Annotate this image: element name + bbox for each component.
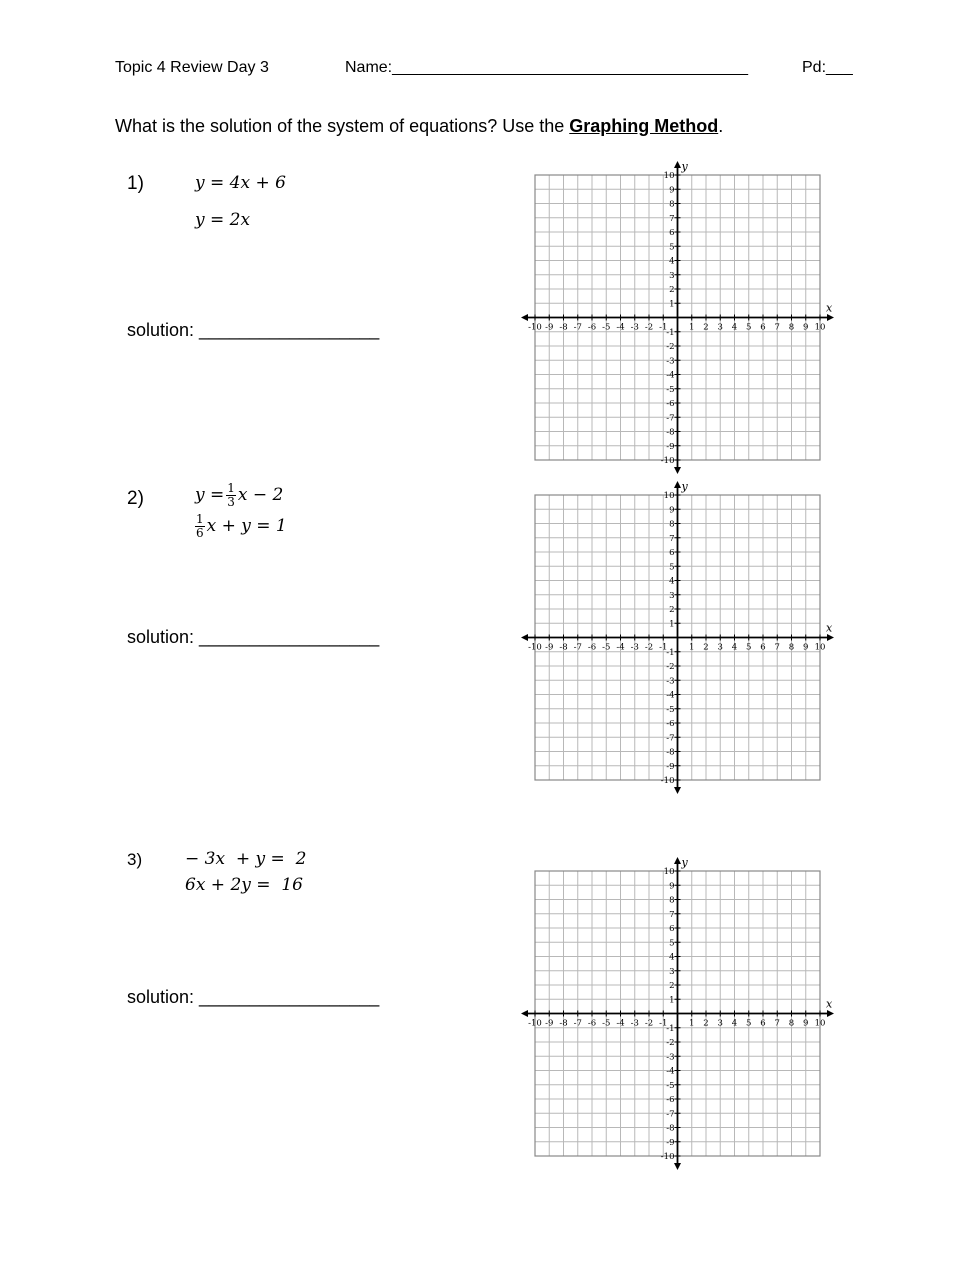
problem-2-equation-2: $\frac{1}{6}$ x + y = 1	[196, 512, 287, 540]
problem-1-equation-2: y = 2x	[195, 210, 251, 230]
x-axis-label: x	[826, 997, 833, 1011]
y-tick-label: -5	[666, 1080, 675, 1091]
axis-arrow	[521, 634, 528, 641]
x-tick-label: -9	[545, 642, 554, 653]
y-tick-label: 4	[669, 952, 675, 963]
problem-2-solution-field[interactable]: solution: __________________	[127, 627, 380, 647]
y-tick-label: 2	[669, 285, 675, 295]
x-tick-label: -4	[616, 322, 625, 333]
x-tick-label: -4	[616, 642, 625, 653]
y-tick-label: -10	[660, 456, 675, 466]
x-tick-label: -5	[602, 322, 611, 333]
axis-arrow	[674, 467, 681, 474]
y-tick-label: 3	[669, 590, 675, 601]
x-tick-label: -1	[659, 1018, 668, 1029]
y-tick-label: 10	[663, 867, 675, 877]
x-tick-label: -8	[559, 1018, 568, 1029]
x-tick-label: 2	[703, 322, 709, 333]
y-tick-label: 1	[669, 299, 675, 310]
y-tick-label: 5	[669, 242, 675, 253]
axis-arrow	[521, 1010, 528, 1017]
x-tick-label: 9	[803, 1018, 809, 1029]
y-tick-label: 8	[669, 895, 675, 906]
y-tick-label: 5	[669, 562, 675, 573]
y-tick-label: 8	[669, 199, 675, 210]
worksheet-topic: Topic 4 Review Day 3	[115, 59, 269, 76]
x-tick-label: 4	[731, 1018, 738, 1029]
x-tick-label: -6	[587, 642, 597, 653]
problem-3-equation-2: 6x + 2y = 16	[185, 875, 303, 895]
axis-arrow	[827, 634, 834, 641]
grid-border	[535, 871, 820, 1156]
y-tick-label: -10	[660, 1152, 675, 1162]
y-tick-label: -8	[666, 747, 675, 758]
x-tick-label: 5	[746, 322, 752, 333]
y-tick-label: 3	[669, 270, 675, 281]
y-axis-label: y	[681, 480, 688, 493]
x-tick-label: -8	[559, 642, 568, 653]
x-tick-label: 1	[689, 642, 695, 653]
axis-arrow	[674, 481, 681, 488]
x-tick-label: 6	[760, 642, 766, 653]
fraction: $\frac{1}{6}$	[196, 512, 204, 540]
x-tick-label: 1	[689, 1018, 695, 1029]
x-tick-label: 9	[803, 322, 809, 333]
x-tick-label: -8	[559, 322, 568, 333]
axis-arrow	[521, 314, 528, 321]
y-tick-label: -10	[660, 776, 675, 786]
y-tick-label: 6	[669, 924, 675, 934]
x-tick-label: -10	[528, 1018, 542, 1029]
x-tick-label: -3	[630, 642, 639, 653]
y-tick-label: 6	[669, 228, 675, 238]
x-tick-label: -2	[644, 642, 654, 653]
y-tick-label: -8	[666, 1123, 675, 1134]
name-field[interactable]: Name:________________________________________	[345, 59, 749, 76]
x-tick-label: 5	[746, 1018, 752, 1029]
x-tick-label: -1	[659, 642, 668, 653]
x-tick-label: -9	[545, 322, 554, 333]
x-tick-label: 2	[703, 642, 709, 653]
y-tick-label: 4	[669, 256, 675, 267]
axis-arrow	[674, 1163, 681, 1170]
x-tick-label: -1	[659, 322, 668, 333]
y-tick-label: -4	[666, 1066, 675, 1077]
y-tick-label: 5	[669, 938, 675, 949]
x-tick-label: 3	[717, 322, 723, 333]
x-tick-label: 10	[814, 642, 826, 653]
y-tick-label: -9	[666, 1137, 675, 1148]
y-tick-label: 9	[669, 185, 675, 196]
x-tick-label: 9	[803, 642, 809, 653]
y-tick-label: -7	[666, 1109, 675, 1120]
x-axis-label: x	[826, 301, 833, 315]
x-tick-label: -3	[630, 322, 639, 333]
x-tick-label: -10	[528, 322, 542, 333]
x-axis-label: x	[826, 621, 833, 635]
y-tick-label: -7	[666, 733, 675, 744]
y-tick-label: 2	[669, 981, 675, 991]
y-tick-label: -3	[666, 676, 675, 687]
y-axis-label: y	[681, 160, 688, 173]
x-tick-label: -7	[573, 642, 582, 653]
y-tick-label: -2	[666, 662, 675, 672]
instruction-method: Graphing Method	[569, 116, 719, 136]
y-tick-label: -9	[666, 441, 675, 452]
y-tick-label: -9	[666, 761, 675, 772]
problem-3-number: 3)	[127, 850, 143, 869]
problem-3-solution-field[interactable]: solution: __________________	[127, 987, 380, 1007]
x-tick-label: 8	[788, 642, 795, 653]
x-tick-label: 5	[746, 642, 752, 653]
problem-3-equation-1: − 3x + y = 2	[185, 849, 307, 869]
y-tick-label: -4	[666, 370, 675, 381]
x-tick-label: 2	[703, 1018, 709, 1029]
x-tick-label: 8	[788, 322, 795, 333]
problem-2-number: 2)	[127, 488, 144, 509]
x-tick-label: -5	[602, 642, 611, 653]
y-tick-label: -5	[666, 384, 675, 395]
y-tick-label: -6	[666, 1095, 675, 1105]
x-tick-label: 3	[717, 642, 723, 653]
y-tick-label: -2	[666, 1038, 675, 1048]
x-tick-label: 7	[774, 322, 780, 333]
x-tick-label: -7	[573, 1018, 582, 1029]
y-axis-label: y	[681, 856, 688, 869]
y-tick-label: -6	[666, 719, 675, 729]
y-tick-label: -4	[666, 690, 675, 701]
y-tick-label: 1	[669, 995, 675, 1006]
problem-1-equation-1: y = 4x + 6	[195, 173, 286, 193]
y-tick-label: -2	[666, 342, 675, 352]
x-tick-label: 7	[774, 1018, 780, 1029]
axis-arrow	[674, 161, 681, 168]
x-tick-label: 6	[760, 1018, 766, 1029]
y-tick-label: 2	[669, 605, 675, 615]
x-tick-label: 6	[760, 322, 766, 333]
y-tick-label: -3	[666, 356, 675, 367]
problem-1-solution-field[interactable]: solution: __________________	[127, 320, 380, 340]
x-tick-label: -3	[630, 1018, 639, 1029]
axis-arrow	[827, 1010, 834, 1017]
y-tick-label: -5	[666, 704, 675, 715]
fraction: $\frac{1}{3}$	[227, 481, 235, 509]
x-tick-label: -5	[602, 1018, 611, 1029]
x-tick-label: 4	[731, 642, 738, 653]
x-tick-label: 1	[689, 322, 695, 333]
grid-border	[535, 175, 820, 460]
y-tick-label: 10	[663, 491, 675, 501]
x-tick-label: -7	[573, 322, 582, 333]
y-tick-label: 7	[669, 213, 675, 224]
x-tick-label: -9	[545, 1018, 554, 1029]
x-tick-label: 10	[814, 322, 826, 333]
x-tick-label: 10	[814, 1018, 826, 1029]
problem-2-equation-1: y = $\frac{1}{3}$ x − 2	[195, 481, 284, 509]
period-field[interactable]: Pd:___	[802, 59, 853, 76]
y-tick-label: -1	[666, 327, 675, 338]
y-tick-label: 7	[669, 909, 675, 920]
axis-arrow	[827, 314, 834, 321]
y-tick-label: 9	[669, 505, 675, 516]
y-tick-label: 3	[669, 966, 675, 977]
y-tick-label: 4	[669, 576, 675, 587]
y-tick-label: -1	[666, 1023, 675, 1034]
x-tick-label: -2	[644, 1018, 654, 1029]
y-tick-label: -1	[666, 647, 675, 658]
x-tick-label: -6	[587, 1018, 597, 1029]
instruction	[115, 116, 723, 137]
y-tick-label: 6	[669, 548, 675, 558]
y-tick-label: 10	[663, 171, 675, 181]
y-tick-label: -8	[666, 427, 675, 438]
y-tick-label: -6	[666, 399, 675, 409]
x-tick-label: 3	[717, 1018, 723, 1029]
x-tick-label: -10	[528, 642, 542, 653]
x-tick-label: -2	[644, 322, 654, 333]
x-tick-label: 4	[731, 322, 738, 333]
y-tick-label: 9	[669, 881, 675, 892]
y-tick-label: 1	[669, 619, 675, 630]
y-tick-label: 7	[669, 533, 675, 544]
grid-border	[535, 495, 820, 780]
y-tick-label: 8	[669, 519, 675, 530]
y-tick-label: -7	[666, 413, 675, 424]
x-tick-label: 7	[774, 642, 780, 653]
axis-arrow	[674, 787, 681, 794]
x-tick-label: -6	[587, 322, 597, 333]
axis-arrow	[674, 857, 681, 864]
instruction-suffix: .	[718, 116, 724, 136]
x-tick-label: -4	[616, 1018, 625, 1029]
instruction-prefix: What is the solution of the system of equations? Use the	[115, 116, 570, 136]
x-tick-label: 8	[788, 1018, 795, 1029]
y-tick-label: -3	[666, 1052, 675, 1063]
problem-1-number: 1)	[127, 173, 144, 194]
